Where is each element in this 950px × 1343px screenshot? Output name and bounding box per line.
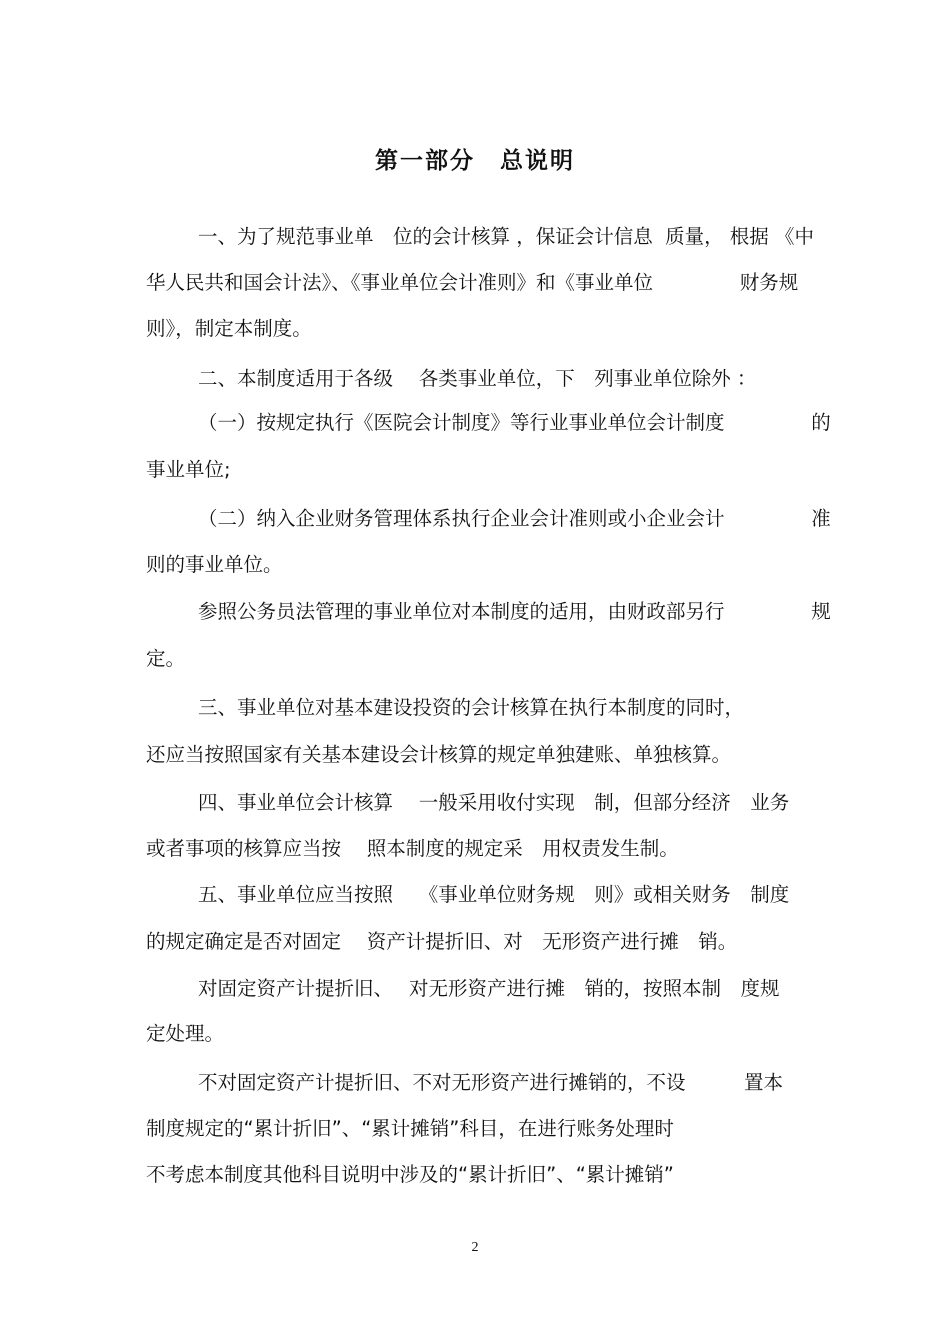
page-number: 2 xyxy=(471,1240,479,1255)
paragraph-line: 二、本制度适用于各级 各类事业单位，下 列事业单位除外 ： xyxy=(198,367,757,390)
paragraph-line: 事业单位; xyxy=(146,458,231,481)
paragraph-line: 制度规定的“累计折旧”、“累计摊销”科目，在进行账务处理时 xyxy=(146,1117,674,1140)
paragraph-line: 华人民共和国会计法》、《事业单位会计准则》和《事业单位 财务规 xyxy=(146,271,799,294)
paragraph-line: 不考虑本制度其他科目说明中涉及的“累计折旧”、“累计摊销” xyxy=(146,1163,674,1186)
paragraph-line: 参照公务员法管理的事业单位对本制度的适用，由财政部另行 规 xyxy=(198,600,831,623)
paragraph-line: 的规定确定是否对固定 资产计提折旧、对 无形资产进行摊 销。 xyxy=(146,930,738,953)
paragraph-line: 对固定资产计提折旧、 对无形资产进行摊 销的，按照本制 度规 xyxy=(198,977,780,1000)
paragraph-line: 三、事业单位对基本建设投资的会计核算在执行本制度的同时， xyxy=(198,696,745,719)
page-title: 第一部分 总说明 xyxy=(375,148,575,174)
paragraph-line: （二）纳入企业财务管理体系执行企业会计准则或小企业会计 准 xyxy=(198,507,831,530)
paragraph-line: （一）按规定执行《医院会计制度》等行业事业单位会计制度 的 xyxy=(198,411,831,434)
paragraph-line: 或者事项的核算应当按 照本制度的规定采 用权责发生制。 xyxy=(146,837,679,860)
paragraph-line: 一、为了规范事业单 位的会计核算 ，保证会计信息 质量， 根据 《中 xyxy=(198,225,814,248)
paragraph-line: 不对固定资产计提折旧、不对无形资产进行摊销的，不设 置本 xyxy=(198,1071,784,1094)
paragraph-line: 还应当按照国家有关基本建设会计核算的规定单独建账、单独核算。 xyxy=(146,743,732,766)
paragraph-line: 定。 xyxy=(146,647,186,670)
paragraph-line: 则》，制定本制度。 xyxy=(146,317,312,340)
paragraph-line: 四、事业单位会计核算 一般采用收付实现 制，但部分经济 业务 xyxy=(198,791,790,814)
paragraph-line: 五、事业单位应当按照 《事业单位财务规 则》或相关财务 制度 xyxy=(198,883,790,906)
paragraph-line: 定处理。 xyxy=(146,1022,225,1045)
paragraph-line: 则的事业单位。 xyxy=(146,553,283,576)
